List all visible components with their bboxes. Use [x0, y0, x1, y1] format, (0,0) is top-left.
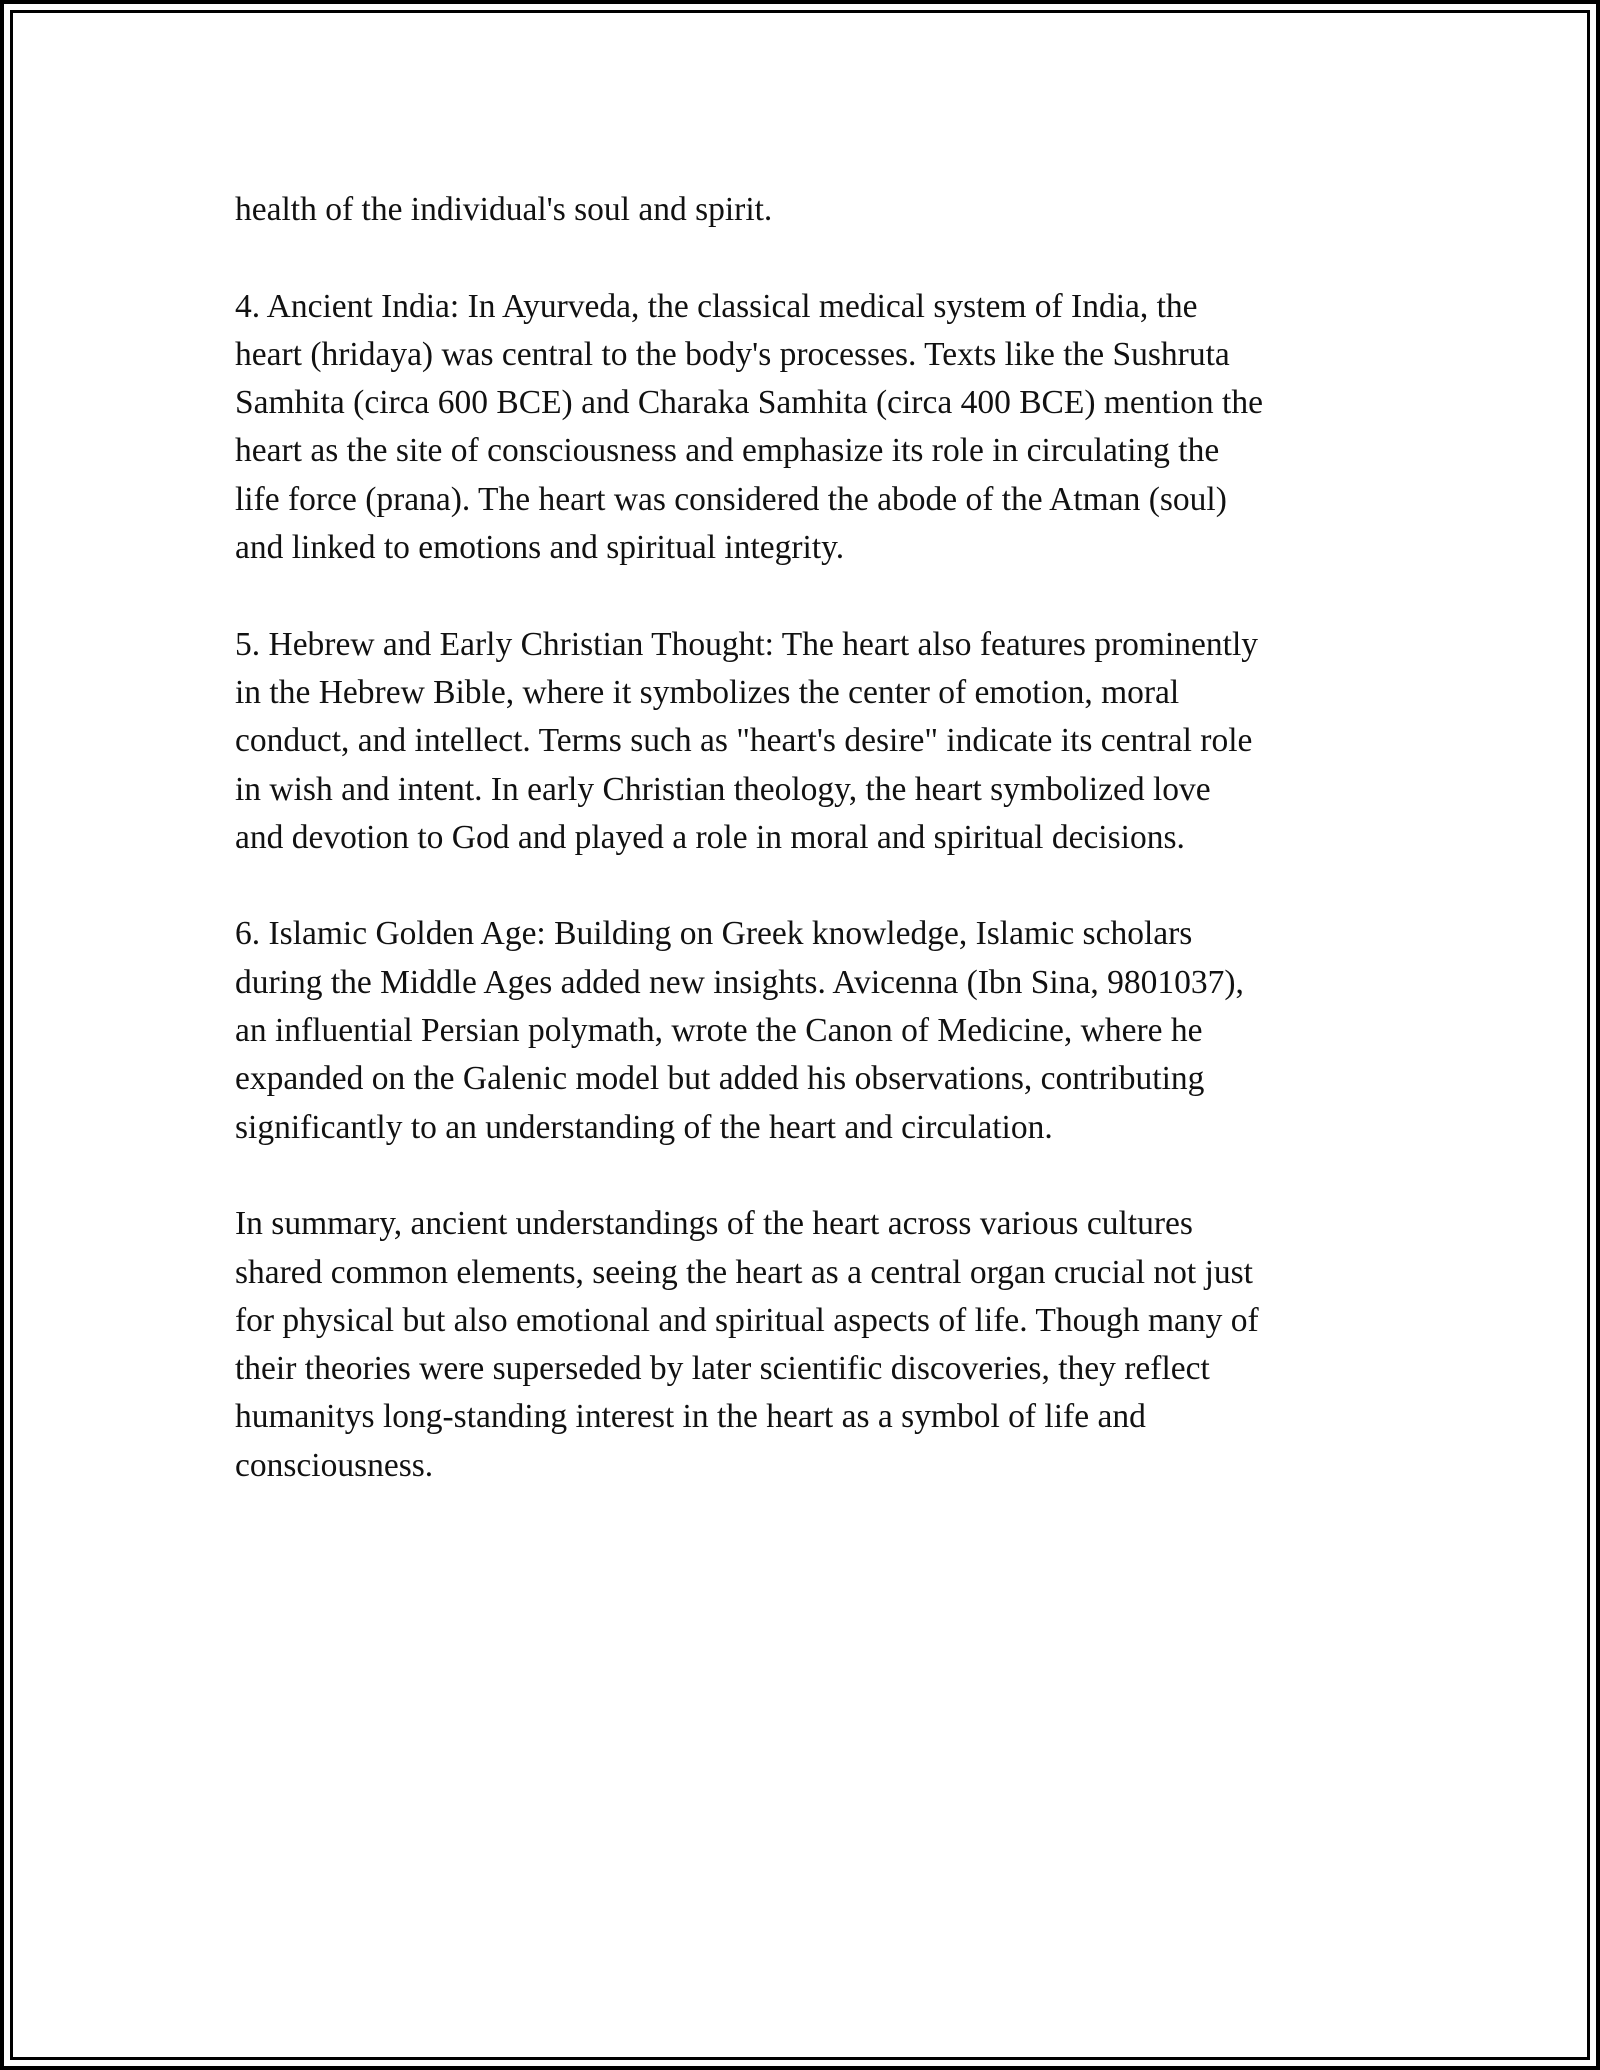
text-line: an influential Persian polymath, wrote the Canon of Medicine, where he [235, 1012, 1203, 1050]
text-line: humanitys long-standing interest in the heart as a symbol of life and [235, 1398, 1146, 1436]
paragraph-hebrew-christian [235, 621, 1380, 862]
text-line: and devotion to God and played a role in moral and spiritual decisions. [235, 818, 1185, 856]
text-line: In summary, ancient understandings of the heart across various cultures [235, 1205, 1193, 1243]
text-line: shared common elements, seeing the heart as a central organ crucial not just [235, 1253, 1253, 1291]
text-line: Samhita (circa 600 BCE) and Charaka Samhita (circa 400 BCE) mention the [235, 384, 1263, 422]
text-line: health of the individual's soul and spirit. [235, 191, 773, 228]
text-line: their theories were superseded by later scientific discoveries, they reflect [235, 1350, 1210, 1388]
text-line: conduct, and intellect. Terms such as "heart's desire" indicate its central role [235, 722, 1253, 760]
document-body [235, 186, 1380, 1538]
paragraph-ancient-india [235, 283, 1380, 573]
text-line: in wish and intent. In early Christian theology, the heart symbolized love [235, 770, 1211, 808]
text-line: for physical but also emotional and spiritual aspects of life. Though many of [235, 1301, 1259, 1339]
paragraph-continuation [235, 186, 1380, 234]
text-line: 6. Islamic Golden Age: Building on Greek knowledge, Islamic scholars [235, 915, 1193, 953]
text-line: and linked to emotions and spiritual integrity. [235, 529, 845, 567]
text-line: consciousness. [235, 1446, 434, 1484]
text-line: heart (hridaya) was central to the body's processes. Texts like the Sushruta [235, 335, 1230, 373]
text-line: life force (prana). The heart was considered the abode of the Atman (soul) [235, 480, 1227, 518]
text-line: during the Middle Ages added new insights. Avicenna (Ibn Sina, 9801037), [235, 963, 1244, 1001]
paragraph-summary [235, 1200, 1380, 1490]
text-line: significantly to an understanding of the heart and circulation. [235, 1108, 1053, 1146]
text-line: 4. Ancient India: In Ayurveda, the classical medical system of India, the [235, 287, 1198, 325]
text-line: 5. Hebrew and Early Christian Thought: The heart also features prominently [235, 625, 1259, 663]
paragraph-islamic-golden-age [235, 910, 1380, 1151]
text-line: in the Hebrew Bible, where it symbolizes the center of emotion, moral [235, 673, 1180, 711]
text-line: expanded on the Galenic model but added his observations, contributing [235, 1060, 1205, 1098]
text-line: heart as the site of consciousness and emphasize its role in circulating the [235, 432, 1220, 470]
